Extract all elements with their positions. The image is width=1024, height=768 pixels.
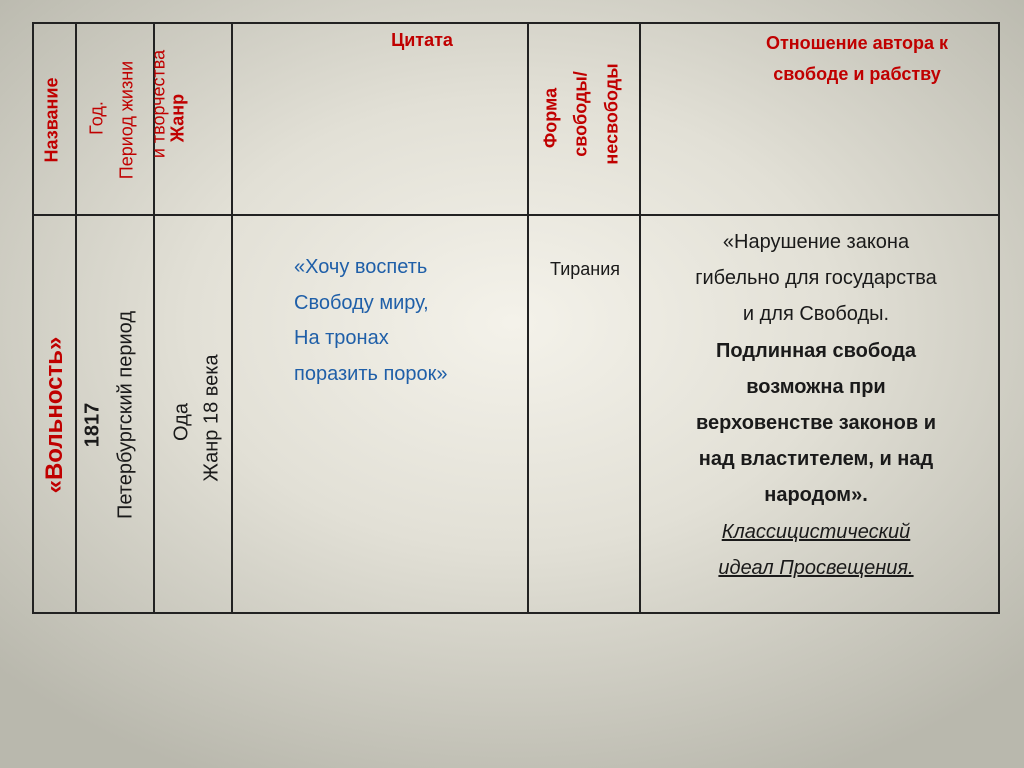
work-period: Петербургский период [114, 310, 137, 520]
quote-line: На тронах [294, 327, 389, 349]
header-quote: Цитата [391, 30, 453, 50]
column-divider [639, 22, 641, 614]
quote-line: Свободу миру, [294, 291, 429, 314]
work-title: «Вольность» [41, 336, 68, 494]
table-border-top [32, 22, 1000, 24]
attitude-line-bold: верховенстве законов и [695, 412, 937, 435]
author-attitude [644, 224, 988, 586]
quote-line: «Хочу воспеть [294, 256, 428, 278]
work-year: 1817 [81, 402, 104, 448]
attitude-line: и для Свободы. [742, 303, 890, 326]
work-genre-note: Жанр 18 века [200, 354, 223, 482]
header-life-period: Период жизни [116, 60, 137, 180]
header-form-line3: несвободы [601, 63, 622, 165]
form-of-freedom: Тирания [549, 259, 621, 279]
table-border-bottom [32, 612, 1000, 614]
summary-table [32, 22, 1000, 614]
attitude-line-bold: над властителем, и над [698, 448, 934, 471]
header-creativity: и творчества [148, 49, 169, 159]
attitude-line-bold: возможна при [746, 375, 886, 398]
header-attitude-line1: Отношение автора к [765, 33, 949, 53]
attitude-line: «Нарушение закона [722, 231, 910, 253]
header-attitude [722, 28, 992, 90]
header-divider [32, 214, 1000, 216]
column-divider [527, 22, 529, 614]
work-genre: Ода [170, 403, 193, 441]
attitude-line-italic: идеал Просвещения. [718, 556, 914, 579]
header-name: Название [41, 77, 62, 163]
table-border-right [998, 22, 1000, 614]
column-divider [231, 22, 233, 614]
attitude-line-italic: Классицистический [721, 520, 911, 543]
header-year: Год. [86, 101, 107, 135]
header-attitude-line2: свободе и рабству [773, 64, 941, 84]
attitude-line-bold: народом». [764, 484, 868, 507]
work-quote [294, 250, 524, 392]
header-genre: Жанр [167, 93, 188, 143]
header-form-line2: свободы/ [570, 71, 591, 157]
quote-line: поразить порок» [294, 362, 448, 385]
header-form-line1: Форма [540, 87, 561, 149]
column-divider [75, 22, 77, 614]
table-border-left [32, 22, 34, 614]
attitude-line: гибельно для государства [695, 267, 937, 290]
attitude-line-bold: Подлинная свобода [715, 339, 917, 362]
